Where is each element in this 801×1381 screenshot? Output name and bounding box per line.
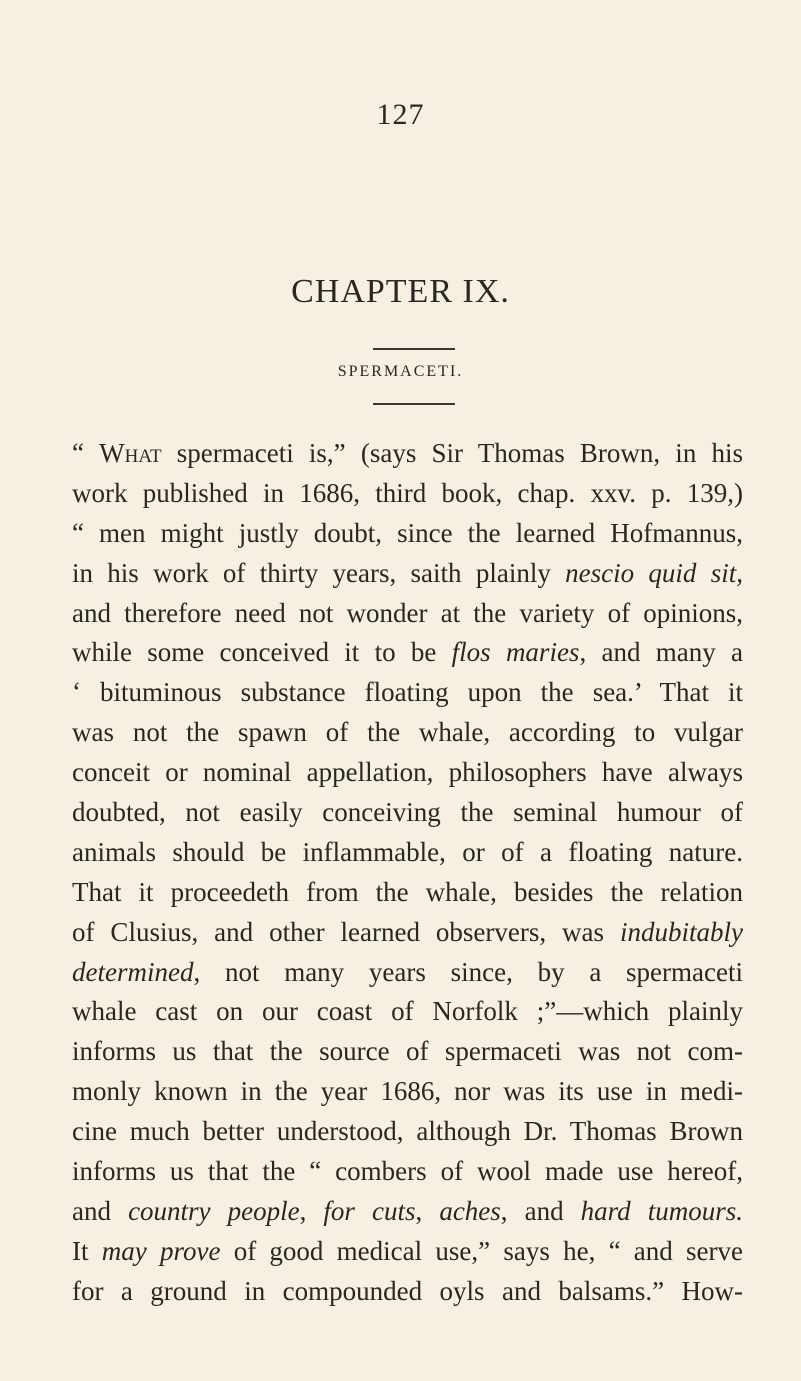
text-line: for a ground in compounded oyls and balsams.” How- <box>72 1275 743 1306</box>
text-line: informs us that the “ combers of wool made use hereof, <box>72 1156 743 1187</box>
text-line: ‘ bituminous substance floating upon the sea.’ That it <box>72 677 743 708</box>
text-line: That it proceedeth from the whale, besides the relation <box>72 876 743 907</box>
page-number: 127 <box>376 98 425 131</box>
text-line: whale cast on our coast of Norfolk ;”—which plainly <box>72 996 743 1027</box>
section-title: SPERMACETI. <box>337 363 464 380</box>
chapter-title: CHAPTER IX. <box>291 273 510 310</box>
body-text <box>72 434 743 1312</box>
text-line: was not the spawn of the whale, according to vulgar <box>72 717 743 748</box>
text-line: animals should be inflammable, or of a floating nature. <box>72 836 743 867</box>
text-line: “ men might justly doubt, since the learned Hofmannus, <box>72 517 743 548</box>
text-line: of Clusius, and other learned observers, was indubitably <box>72 916 743 947</box>
text-line: informs us that the source of spermaceti was not com- <box>72 1036 743 1067</box>
text-line: in his work of thirty years, saith plainly nescio quid sit, <box>72 557 743 588</box>
text-line: work published in 1686, third book, chap. xxv. p. 139,) <box>72 477 743 508</box>
text-line: while some conceived it to be flos maries, and many a <box>72 637 743 668</box>
text-line: cine much better understood, although Dr. Thomas Brown <box>72 1116 743 1147</box>
divider-bottom <box>373 403 455 405</box>
text-line: and country people, for cuts, aches, and hard tumours. <box>72 1195 743 1226</box>
text-line: determined, not many years since, by a spermaceti <box>72 956 743 987</box>
text-line: “ What spermaceti is,” (says Sir Thomas Brown, in his <box>72 438 743 468</box>
text-line: It may prove of good medical use,” says he, “ and serve <box>72 1235 743 1266</box>
text-line: and therefore need not wonder at the variety of opinions, <box>72 597 743 628</box>
text-line: doubted, not easily conceiving the seminal humour of <box>72 797 743 828</box>
text-line: conceit or nominal appellation, philosophers have always <box>72 757 743 788</box>
divider-top <box>373 348 455 350</box>
text-line: monly known in the year 1686, nor was its use in medi- <box>72 1076 743 1107</box>
